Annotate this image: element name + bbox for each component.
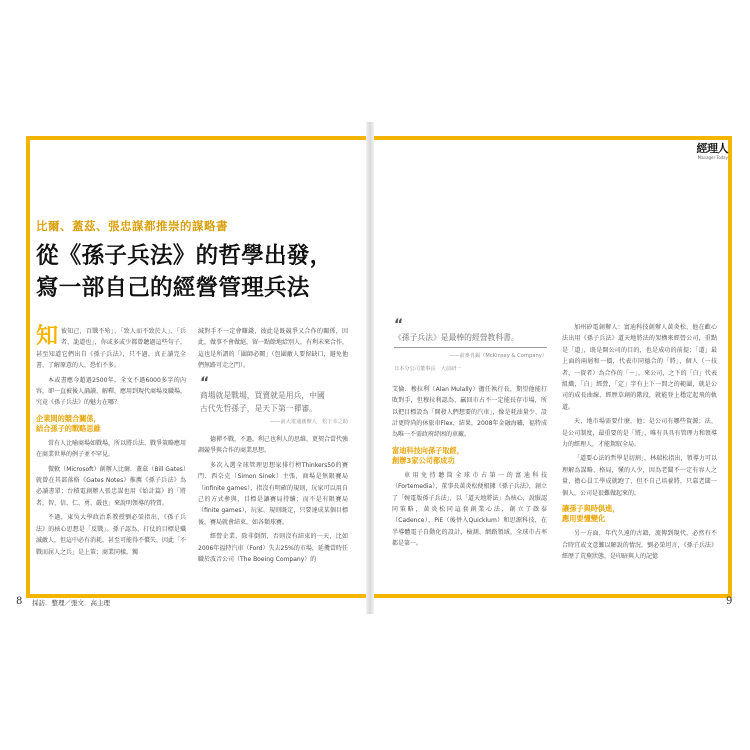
section-heading: 企業間的競合關係， 結合孫子的戰略思維 (36, 413, 101, 433)
paragraph: 微軟（Microsoft）創辦人比爾．蓋茲（Bill Gates）就曾在其部落格《Gates Notes》推薦《孫子兵法》為必讀書單；台積電創辦人張忠謀也用《始計篇》的「將者，智、信、仁、勇、嚴也」來說明領導的特質。 (36, 465, 186, 507)
left-column-1 (36, 326, 186, 561)
divider (394, 347, 547, 348)
paragraph: 多次入選全球管理思想家排行榜Thinkers50的賽門．西奈克（Simon Sinek）主張，商場是無限賽局（infinite games），指沒有明確的規則，玩家可以用自己的方式參與，目標是讓賽局持續；而不是有限賽局（finite games），玩家、規則既定，只要達成某個目標後，賽局就會結束，如各類球賽。 (198, 461, 348, 526)
right-column-2 (562, 322, 717, 565)
paragraph: 加州矽電創辦人：富迪科技創辦人黃炎松，他在歡心法出用《孫子兵法》道天地將法的架構來經營公司，重點是「道」，既是開公司的目的，也是成功的前提；「道」最上面的兩層和一價，代表市同德合的「將」，個人（一技者，一資者）為合作的「一」，來公司，之下的「白」代表組織，「白」經營，「定」字有上下一間之的範圍，就是公司的成長曲線，經歷草創的階段，就能登上穩定起飛的軌道。 (562, 324, 717, 411)
right-page (374, 122, 744, 614)
paragraph: 減對手不一定會賺錢，彼此是既競爭又合作的關係，因此，做事不會做絕，留一點餘地給別人，有利未來合作，這也是所謂的「圍師必闕」（包圍敵人要留缺口，避免他們無路可走之門）。 (198, 328, 349, 370)
section-heading: 讓孫子與時俱進， 應用要懂變化 (562, 504, 620, 524)
left-column-2 (198, 326, 348, 569)
pull-quote: “ 《孫子兵法》是最棒的經營教科書。 ——前麥肯錫（McKinsey & Company） 日本分公司董事長 大前研一 (394, 317, 547, 373)
left-page (6, 122, 366, 614)
intro-paragraph: 知彼知己，百戰不殆」、「致人而不致於人」、「兵者，詭道也」，你或多或少都曾聽過這些句子，甚至知道它們出自《孫子兵法》，只不過，真正讀完全書、了解原意的人，恐怕不多。 (36, 324, 186, 370)
paragraph: 天、地市場需要什麼，他；是公司有哪些資源；法，是公司制度，最重要的是「將」，唯有具具有管理力和領導力的經理人，才能駕馭全局。 (562, 418, 717, 449)
page-footer-credits: 採訪．整理／張文．高主理 (32, 599, 110, 607)
pull-quote: “ 商場就是戰場，買賣就是用兵，中國 古代先哲孫子，是天下第一禪審。 ——前大電通創辦人 松下幸之助 (198, 377, 348, 428)
section-heading: 富迪科技向孫子取經， 創辦3家公司都成功 (392, 445, 464, 465)
article-subtitle: 比爾、蓋茲、張忠謀都推崇的謀略書 (36, 219, 228, 233)
dropcap: 知 (36, 324, 59, 349)
paragraph: 不過，東吳大學政治系教授劉必榮指出，《孫子兵法》的核心思想是「反戰」。孫子認為，打仗的目標是殲滅敵人，但這中必有消耗，甚至可能得不償失，因此「不戰而屈人之兵」是上策；商業同樣，獨 (36, 514, 187, 556)
magazine-logo: 經理人 Manager Today (696, 142, 728, 160)
headline-line-1: 從《孫子兵法》的哲學出發， (36, 243, 333, 269)
headline-line-2: 寫一部自己的經營管理兵法 (36, 275, 310, 301)
page-number-left: 8 (16, 596, 23, 607)
paragraph: 常有人比喻商場如戰場，所以將兵法、戰爭策略應用在商業世界的例子並不罕見。 (36, 439, 187, 459)
page-gutter (366, 122, 374, 614)
quote-mark-icon: “ (200, 374, 210, 391)
paragraph: 經營企業，除非倒閉，否則沒有結束的一天，比如2006年福特汽車（Ford）失去25%的市場，延攬當時任職於波音公司（The Boeing Company）的 (198, 533, 348, 564)
page-number-right: 9 (726, 596, 733, 607)
paragraph: 「道要心法的哲學是切割」，林瑞松指出，領導力可以理解為謀略、格局，懂的人少，因為老闆不一定有容人之量，擔心員工學成就跑了，但不自己培養將，只靠老闆一個人，公司是很難做起來的。 (562, 455, 717, 497)
paragraph: 另一方面，年代久遠的古籍，流傳到現代，必然有不合時宜或文意難以解說的情況，劉必榮坦言，《孫子兵法》經歷了荒蕪狀態，是印暗與人的記憶 (562, 530, 717, 560)
article-headline (36, 240, 332, 304)
paragraph: 德禪不戰，不過，利己也利人的思維，更契合當代強調競爭與合作的商業思想。 (198, 436, 349, 455)
quote-source: ——前大電通創辦人 松下幸之助 (270, 418, 348, 425)
paragraph: 艾倫．穆拉利（Alan Mulally）擔任執行長，期望他能打敗對手，但穆拉利認為，贏回市占不一定能長存市場，所以把目標設為「開發人們想要的汽車」，像是耗油量少、設計更時尚的休旅車Flex，結果，2008年金融海嘯，福特成為唯一不需政府紓困的車廠。 (392, 385, 547, 439)
paragraph: 本或書應今超過2500年，全文不過6000多字的內容，卻一直被後人誦讀、解釋，應用到現代商場及職場，究竟《孫子兵法》的魅力在哪？ (36, 376, 187, 407)
quote-mark-icon: “ (394, 317, 404, 333)
right-column-1 (392, 314, 547, 553)
paragraph: 車用免持聽筒全球市占第一的富迪科技（Fortemedia），董事長黃炎松便根據《孫子兵法》，創立了「婉電版孫子兵法」，以「道天地將法」為核心，說服認同策略，黃炎松同這套創業心法，創立了啟泰（Cadence）、PiE（後併入Quicklum）和思源科技，在半導體電子自動化的設計、檢測、網路領域，全球市占率都是第一。 (392, 471, 547, 548)
